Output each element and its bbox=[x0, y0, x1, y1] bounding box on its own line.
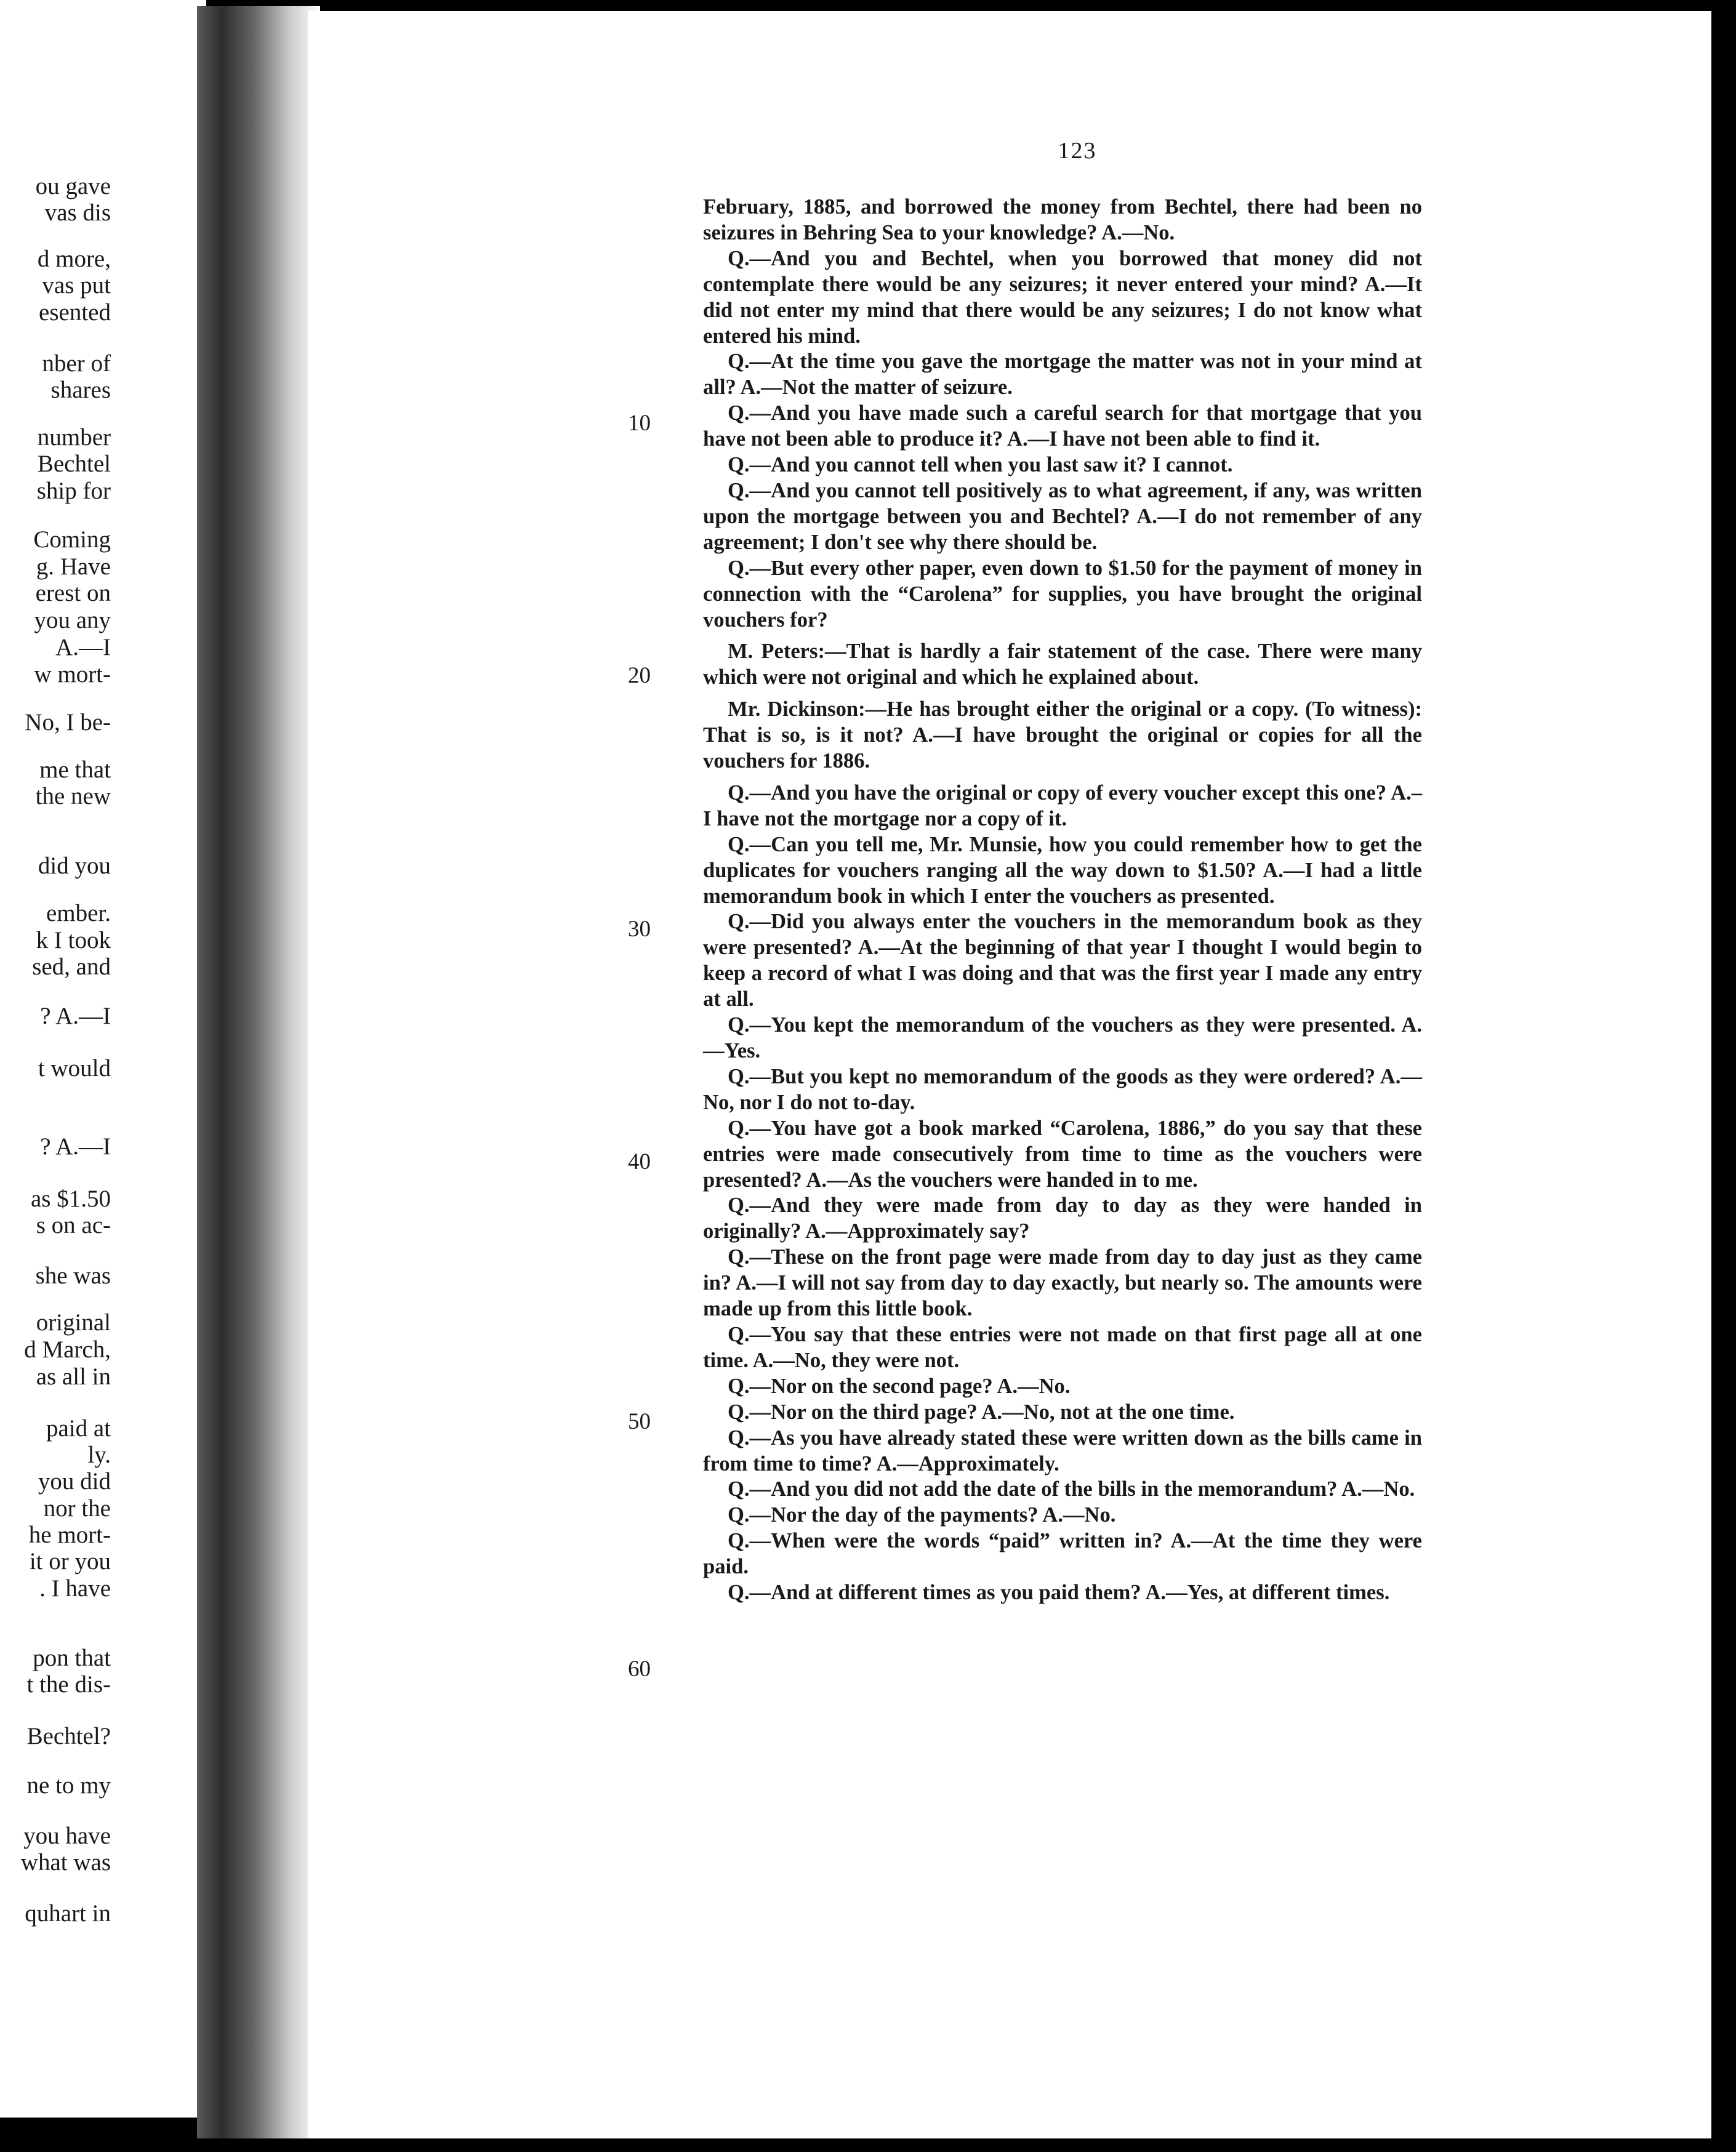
facing-page-fragment: Bechtel bbox=[37, 451, 111, 477]
facing-page-fragment: erest on bbox=[35, 580, 111, 606]
line-number-10: 10 bbox=[628, 411, 651, 436]
paragraph: February, 1885, and borrowed the money from Bechtel, there had been no seizures in Behring Sea to your knowledge? A.—No. bbox=[703, 195, 1422, 244]
paragraph: Q.—At the time you gave the mortgage the matter was not in your mind at all? A.—Not the matter of seizure. bbox=[703, 350, 1422, 399]
facing-page-fragment: esented bbox=[39, 299, 111, 326]
binding-gutter-shadow bbox=[197, 6, 320, 2142]
facing-page-fragment: ? A.—I bbox=[40, 1133, 111, 1160]
facing-page-fragment: vas dis bbox=[44, 199, 111, 226]
facing-page-fragment: vas put bbox=[42, 272, 111, 299]
facing-page-fragment: d more, bbox=[37, 246, 111, 272]
scan-border-bottom bbox=[0, 2138, 1736, 2152]
paragraph: Q.—And at different times as you paid them? A.—Yes, at different times. bbox=[728, 1581, 1390, 1605]
facing-page-fragment: the new bbox=[35, 783, 111, 809]
paragraph: Q.—And they were made from day to day as they were handed in originally? A.—Approximately say? bbox=[703, 1194, 1422, 1243]
paragraph: Q.—Nor on the second page? A.—No. bbox=[728, 1374, 1071, 1398]
transcript-body bbox=[703, 195, 1422, 1606]
facing-page-fragment: Bechtel? bbox=[26, 1723, 111, 1749]
facing-page-fragment: s on ac- bbox=[36, 1212, 111, 1239]
paragraph: Q.—Can you tell me, Mr. Munsie, how you could remember how to get the duplicates for vouchers ranging all the way down to $1.50? A.—I had a little memorandum book in which I enter the vouchers as presented. bbox=[703, 832, 1422, 908]
paragraph: Q.—Did you always enter the vouchers in the memorandum book as they were presented? A.—At the beginning of that year I thought I would begin to keep a record of what I was doing and that was the first year I made any entry at all. bbox=[703, 910, 1422, 1011]
facing-page-fragment: ember. bbox=[46, 900, 111, 926]
paragraph: Q.—And you and Bechtel, when you borrowed that money did not contemplate there would be any seizures; it never entered your mind? A.—It did not enter my mind that there would be any seizures; I do not know what entered his mind. bbox=[703, 246, 1422, 348]
paragraph: Q.—And you cannot tell when you last saw it? I cannot. bbox=[728, 453, 1233, 477]
facing-page-fragment: me that bbox=[39, 757, 111, 783]
paragraph: Q.—Nor the day of the payments? A.—No. bbox=[728, 1503, 1116, 1527]
facing-page-fragment: ? A.—I bbox=[40, 1003, 111, 1029]
line-number-40: 40 bbox=[628, 1149, 651, 1174]
facing-page-fragment: as all in bbox=[36, 1363, 111, 1390]
facing-page-fragment: she was bbox=[35, 1263, 111, 1289]
page-number: 123 bbox=[1058, 138, 1097, 164]
facing-page-fragment: g. Have bbox=[36, 553, 111, 580]
paragraph: Q.—When were the words “paid” written in? A.—At the time they were paid. bbox=[703, 1529, 1422, 1579]
paragraph: Q.—But you kept no memorandum of the goods as they were ordered? A.—No, nor I do not to-day. bbox=[703, 1064, 1422, 1114]
line-number-50: 50 bbox=[628, 1409, 651, 1434]
facing-page-fragment: . I have bbox=[39, 1575, 111, 1602]
paragraph: Q.—These on the front page were made from day to day just as they came in? A.—I will not say from day to day exactly, but nearly so. The amounts were made up from this little book. bbox=[703, 1245, 1422, 1321]
paragraph: Q.—And you cannot tell positively as to what agreement, if any, was written upon the mortgage between you and Bechtel? A.—I do not remember of any agreement; I don't see why there should be. bbox=[703, 478, 1422, 554]
facing-page-fragment: as $1.50 bbox=[31, 1186, 111, 1212]
facing-page-fragment: original bbox=[36, 1309, 111, 1336]
facing-page-fragment: ou gave bbox=[35, 173, 111, 199]
paragraph: Q.—As you have already stated these were written down as the bills came in from time to time? A.—Approximately. bbox=[703, 1426, 1422, 1475]
paragraph: Q.—You have got a book marked “Carolena, 1886,” do you say that these entries were made consecutively from time to time as the vouchers were presented? A.—As the vouchers were handed in to me. bbox=[703, 1116, 1422, 1192]
facing-page-text bbox=[0, 0, 111, 2118]
facing-page-fragment: you any bbox=[34, 607, 111, 633]
facing-page-fragment: ne to my bbox=[26, 1772, 111, 1799]
paragraph: Q.—And you have made such a careful search for that mortgage that you have not been able to produce it? A.—I have not been able to find it. bbox=[703, 401, 1422, 451]
scan-border-right bbox=[1711, 0, 1736, 2152]
paragraph: Q.—Nor on the third page? A.—No, not at the one time. bbox=[728, 1400, 1235, 1424]
paragraph: Q.—You say that these entries were not made on that first page all at one time. A.—No, they were not. bbox=[703, 1322, 1422, 1372]
facing-page-fragment: quhart in bbox=[25, 1900, 111, 1927]
facing-page-fragment: No, I be- bbox=[25, 709, 111, 736]
facing-page-fragment: did you bbox=[38, 853, 111, 879]
facing-page-fragment: d March, bbox=[24, 1336, 111, 1363]
facing-page-fragment: A.—I bbox=[55, 634, 111, 660]
facing-page-fragment: t the dis- bbox=[26, 1671, 111, 1698]
facing-page-fragment: number bbox=[37, 424, 111, 451]
facing-page-fragment: shares bbox=[50, 377, 111, 403]
facing-page-fragment: ship for bbox=[36, 478, 111, 504]
facing-page-fragment: t would bbox=[38, 1055, 111, 1082]
line-number-60: 60 bbox=[628, 1656, 651, 1682]
facing-page-fragment: nber of bbox=[42, 350, 111, 377]
facing-page-fragment: k I took bbox=[36, 927, 111, 954]
facing-page-fragment: it or you bbox=[29, 1548, 111, 1575]
paragraph: Q.—You kept the memorandum of the vouchers as they were presented. A.—Yes. bbox=[703, 1013, 1422, 1062]
paragraph: Q.—And you did not add the date of the bills in the memorandum? A.—No. bbox=[728, 1477, 1415, 1501]
document-page bbox=[308, 11, 1705, 2138]
facing-page-fragment: nor the bbox=[43, 1495, 111, 1522]
line-number-30: 30 bbox=[628, 917, 651, 942]
facing-page-left bbox=[0, 0, 206, 2118]
facing-page-fragment: you did bbox=[38, 1468, 111, 1495]
facing-page-fragment: pon that bbox=[33, 1645, 111, 1671]
paragraph: Mr. Dickinson:—He has brought either the original or a copy. (To witness): That is so, is it not? A.—I have brought the original or copies for all the vouchers for 1886. bbox=[703, 697, 1422, 773]
facing-page-fragment: sed, and bbox=[32, 954, 111, 980]
facing-page-fragment: paid at bbox=[46, 1415, 111, 1442]
facing-page-fragment: he mort- bbox=[28, 1522, 111, 1548]
paragraph: Q.—But every other paper, even down to $1.50 for the payment of money in connection with the “Carolena” for supplies, you have brought the original vouchers for? bbox=[703, 556, 1422, 632]
facing-page-fragment: what was bbox=[20, 1849, 111, 1876]
facing-page-fragment: you have bbox=[23, 1823, 111, 1849]
facing-page-fragment: ly. bbox=[87, 1442, 111, 1468]
paragraph: M. Peters:—That is hardly a fair statement of the case. There were many which were not original and which he explained about. bbox=[703, 640, 1422, 689]
line-number-20: 20 bbox=[628, 663, 651, 688]
facing-page-fragment: w mort- bbox=[34, 661, 111, 688]
facing-page-fragment: Coming bbox=[33, 526, 111, 553]
paragraph: Q.—And you have the original or copy of every voucher except this one? A.–I have not the mortgage nor a copy of it. bbox=[703, 781, 1422, 830]
